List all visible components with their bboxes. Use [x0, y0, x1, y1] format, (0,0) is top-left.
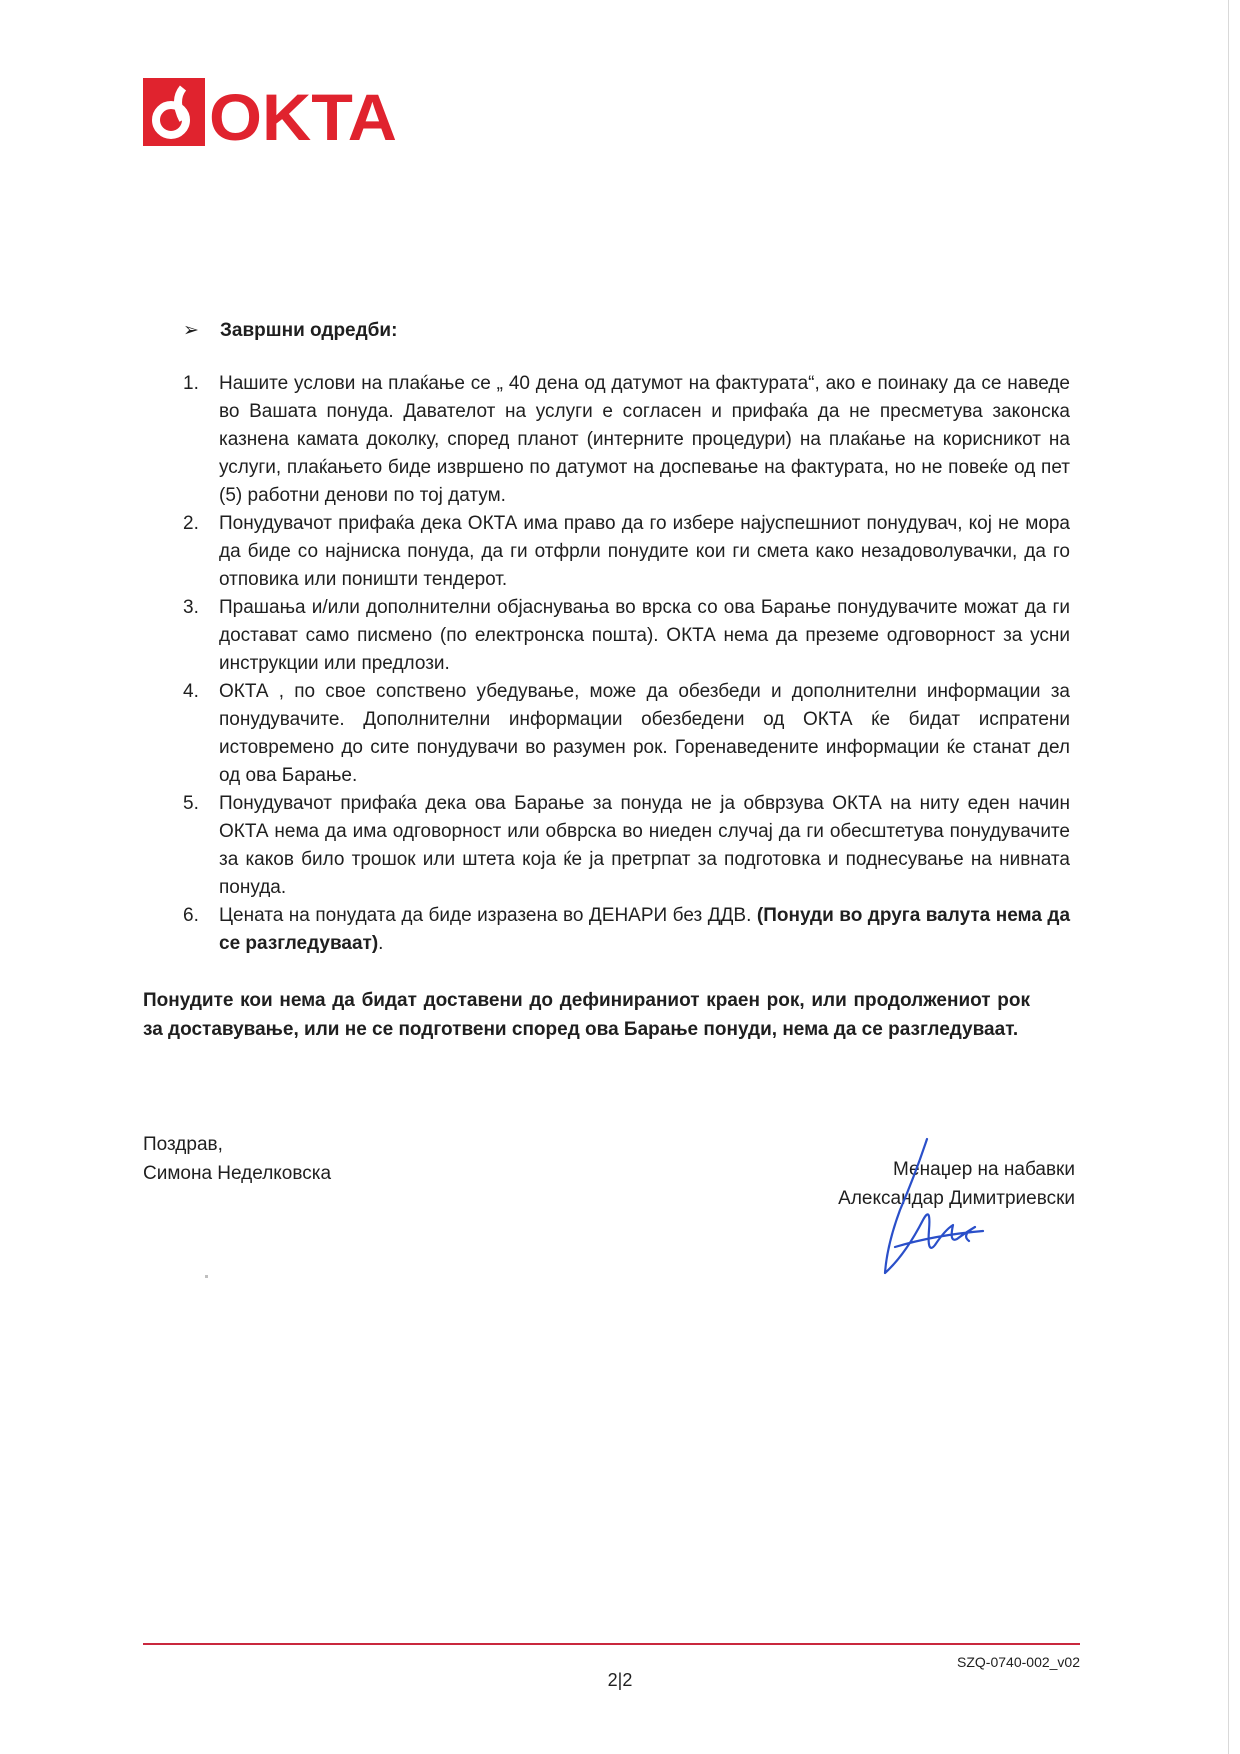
okta-logo-graphic [143, 78, 398, 146]
list-item [183, 678, 1070, 790]
page-edge [1228, 0, 1229, 1754]
list-item [183, 902, 1070, 958]
handwritten-signature [865, 1135, 985, 1280]
greeting-block [143, 1130, 331, 1188]
item-text: Нашите услови на плаќање се „ 40 дена од датумот на фактурата“, ако е поинаку да се наведе во Вашата понуда. Давателот на услуги е согласен и прифаќа да не пресметува законска казнена камата доколку, според планот (интерните процедури) на плаќање на корисникот на услуги, плаќањето биде извршено по датумот на доспевање на фактурата, но не повеќе од пет (5) работни денови по тој датум. [219, 373, 1070, 506]
list-item [183, 594, 1070, 678]
sender-name: Симона Неделковска [143, 1163, 332, 1184]
item-bold-text: (Понуди во друга валута нема да се разгледуваат) [219, 905, 1071, 954]
document-code: SZQ-0740-002_v02 [957, 1654, 1080, 1670]
closing-notice: Понудите кои нема да бидат доставени до дефинираниот краен рок, или продолжениот рок за доставување, или не се подготвени според ова Барање понуди, нема да се разгледуваат. [143, 990, 1030, 1040]
terms-list [183, 370, 1070, 958]
signatory-name: Александар Димитриевски [838, 1188, 1075, 1209]
greeting-line: Поздрав, [143, 1134, 223, 1155]
item-number: 3. [183, 597, 199, 618]
scan-speck [205, 1275, 208, 1278]
item-tail: . [378, 933, 384, 954]
item-text: Цената на понудата да биде изразена во ДЕНАРИ без ДДВ. [219, 905, 752, 926]
page-number: 2|2 [607, 1670, 633, 1690]
item-number: 1. [183, 373, 199, 394]
okta-logo [143, 78, 398, 146]
item-number: 6. [183, 905, 199, 926]
arrow-bullet-icon: ➢ [183, 320, 199, 341]
item-number: 2. [183, 513, 199, 534]
logo-wordmark: OKTA [209, 80, 397, 146]
item-text: Прашања и/или дополнителни објаснувања во врска со ова Барање понудувачите можат да ги достават само писмено (по електронска пошта). ОКТА нема да преземе одговорност за усни инструкции или предлози. [219, 597, 1070, 674]
list-item [183, 790, 1070, 902]
item-number: 5. [183, 793, 199, 814]
item-text: Понудувачот прифаќа дека ова Барање за понуда не ја обврзува ОКТА на ниту еден начин ОКТА нема да има одговорност или обврска во ниеден случај да ги обесштетува понудувачите за каков било трошок или штета која ќе ја претрпат за подготовка и поднесување на нивната понуда. [219, 793, 1070, 898]
list-item [183, 370, 1070, 510]
signatory-title: Менаџер на набавки [892, 1159, 1075, 1180]
item-text: Понудувачот прифаќа дека ОКТА има право да го избере најуспешниот понудувач, кој не мора да биде со најниска понуда, да ги отфрли понудите кои ги смета како незадоволувачки, да го отповика или поништи тендерот. [219, 513, 1070, 590]
footer-divider [143, 1643, 1080, 1645]
list-item [183, 510, 1070, 594]
section-heading-text: Завршни одредби: [220, 320, 398, 341]
section-heading [183, 316, 397, 346]
item-number: 4. [183, 681, 199, 702]
item-text: ОКТА , по свое сопствено убедување, може да обезбеди и дополнителни информации за понудувачите. Дополнителни информации обезбедени од ОКТА ќе бидат испратени истовремено до сите понудувачи во разумен рок. Горенаведените информации ќе станат дел од ова Барање. [219, 681, 1070, 786]
